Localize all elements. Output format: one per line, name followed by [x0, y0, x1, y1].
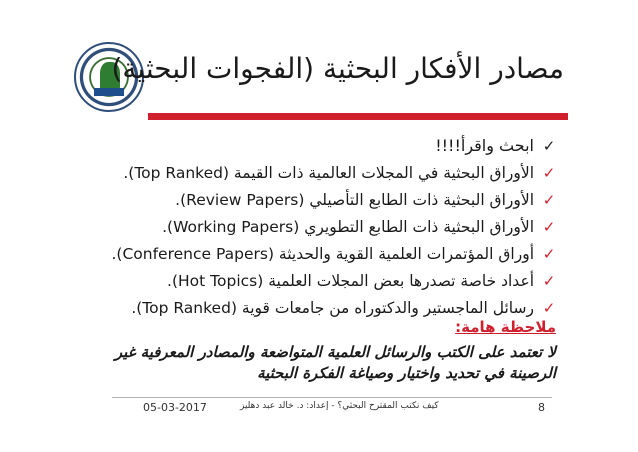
list-item-text: أوراق المؤتمرات العلمية القوية والحديثة (Conference Papers).: [111, 244, 534, 263]
page-number: 8: [538, 401, 545, 414]
lead-bullet: [86, 132, 556, 159]
list-item: [86, 267, 556, 294]
logo-book: [94, 88, 124, 96]
list-item-text: الأوراق البحثية ذات الطابع التطويري (Working Papers).: [162, 217, 534, 236]
list-item: [86, 294, 556, 321]
checkmark-icon: ✓: [542, 217, 556, 236]
checkmark-icon: ✓: [542, 190, 556, 209]
list-item-text: الأوراق البحثية في المجلات العالمية ذات القيمة (Top Ranked).: [123, 163, 534, 182]
footer-author: كيف نكتب المقترح البحثي؟ - إعداد: د. خالد عبد دهليز: [240, 401, 439, 411]
list-item-text: رسائل الماجستير والدكتوراه من جامعات قوية (Top Ranked).: [131, 298, 534, 317]
note-body: لا تعتمد على الكتب والرسائل العلمية المتواضعة والمصادر المعرفية غير الرصينة في تحديد واختيار وصياغة الفكرة البحثية: [114, 343, 556, 382]
checkmark-icon: ✓: [542, 136, 556, 155]
list-item: [86, 186, 556, 213]
note-heading: ملاحظة هامة:: [455, 318, 556, 336]
footer-date: 05-03-2017: [143, 401, 207, 414]
checkmark-icon: ✓: [542, 298, 556, 317]
list-item: [86, 159, 556, 186]
footer-divider: [112, 397, 552, 398]
list-item: [86, 240, 556, 267]
title-underline-bar: [148, 113, 568, 120]
slide-title: مصادر الأفكار البحثية (الفجوات البحثية): [111, 52, 564, 85]
lead-text: ابحث واقرأ!!!!: [435, 136, 534, 155]
list-item-text: الأوراق البحثية ذات الطابع التأصيلي (Review Papers).: [175, 190, 534, 209]
checkmark-icon: ✓: [542, 244, 556, 263]
bullet-list: [86, 132, 556, 321]
list-item-text: أعداد خاصة تصدرها بعض المجلات العلمية (Hot Topics).: [167, 271, 534, 290]
checkmark-icon: ✓: [542, 163, 556, 182]
checkmark-icon: ✓: [542, 271, 556, 290]
list-item: [86, 213, 556, 240]
